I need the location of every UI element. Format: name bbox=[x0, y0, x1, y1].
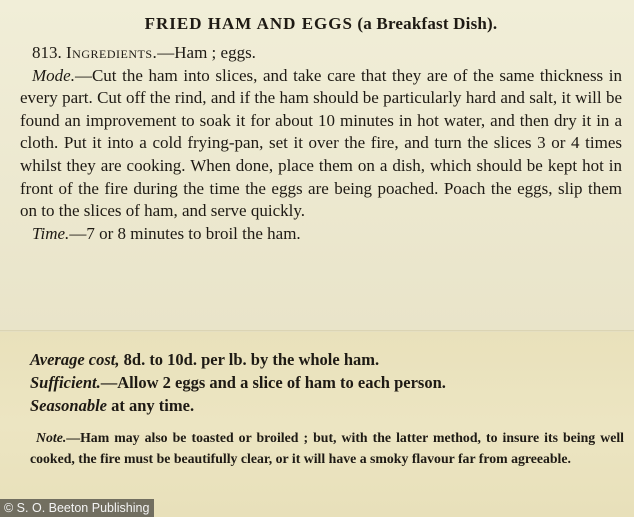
sufficient-label: Sufficient. bbox=[30, 373, 101, 392]
recipe-title-main: FRIED HAM AND EGGS bbox=[144, 14, 353, 33]
recipe-number: 813. bbox=[32, 43, 62, 62]
recipe-title bbox=[20, 14, 622, 34]
note-text: —Ham may also be toasted or broiled ; but, with the latter method, to insure its being well cooked, the fire must be beautifully clear, or it will have a smoky flavour far from agreeable. bbox=[30, 430, 624, 466]
recipe-page-bottom bbox=[0, 332, 634, 517]
sufficient-line bbox=[30, 371, 624, 394]
mode-paragraph bbox=[20, 65, 622, 223]
seasonable-line bbox=[30, 394, 624, 417]
average-cost-line bbox=[30, 348, 624, 371]
average-cost-label: Average cost, bbox=[30, 350, 120, 369]
time-paragraph bbox=[20, 223, 622, 246]
seasonable-label: Seasonable bbox=[30, 396, 108, 415]
ingredients-paragraph bbox=[20, 42, 622, 65]
time-label: Time. bbox=[32, 223, 70, 243]
image-credit: © S. O. Beeton Publishing bbox=[0, 499, 154, 517]
note-label: Note. bbox=[36, 430, 67, 445]
recipe-title-sub: (a Breakfast Dish). bbox=[357, 14, 498, 33]
average-cost-text: 8d. to 10d. per lb. by the whole ham. bbox=[119, 350, 380, 369]
note-paragraph bbox=[30, 427, 624, 469]
sufficient-text: —Allow 2 eggs and a slice of ham to each person. bbox=[100, 373, 446, 392]
ingredients-label: Ingredients. bbox=[66, 43, 158, 62]
time-text: —7 or 8 minutes to broil the ham. bbox=[69, 223, 301, 243]
mode-label: Mode. bbox=[32, 65, 75, 85]
mode-text: —Cut the ham into slices, and take care that they are of the same thickness in every part. Cut off the rind, and if the ham should be particularly hard and salt, it will be found an improvement to soak it for about 10 minutes in hot water, and then dry it in a cloth. Put it into a cold frying-pan, set it over the fire, and turn the slices 3 or 4 times whilst they are cooking. When done, place them on a dish, which should be kept hot in front of the fire during the time the eggs are being poached. Poach the eggs, slip them on to the slices of ham, and serve quickly. bbox=[20, 65, 622, 221]
ingredients-text: —Ham ; eggs. bbox=[157, 43, 256, 62]
seasonable-text: at any time. bbox=[107, 396, 195, 415]
